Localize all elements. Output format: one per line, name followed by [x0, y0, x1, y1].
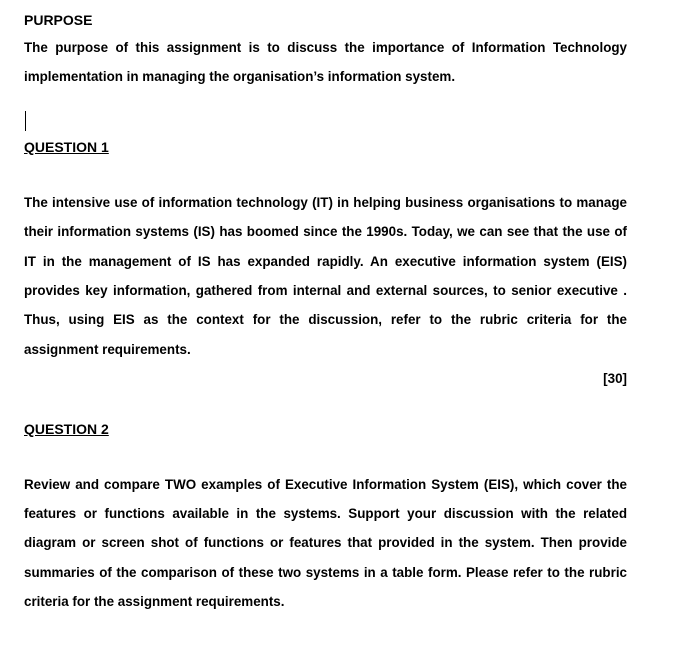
question-2-text: Review and compare TWO examples of Executive Information System (EIS), which cover the features or functions available in the systems. Support your discussion with the related diagram or screen shot of functions or features that provided in the system. Then provide summaries of the comparison of these two systems in a table form. Please refer to the rubric criteria for the assignment requirements.: [24, 476, 627, 610]
question-1-heading: QUESTION 1: [24, 138, 109, 155]
question-2-heading: QUESTION 2: [24, 420, 109, 437]
text-cursor[interactable]: [25, 111, 26, 131]
document-page: [24, 8, 627, 617]
purpose-heading: PURPOSE: [24, 12, 93, 28]
question-1-marks: [30]: [603, 371, 627, 387]
purpose-text: The purpose of this assignment is to discuss the importance of Information Technology implementation in managing the organisation’s information system.: [24, 40, 627, 85]
question-1-text: The intensive use of information technology (IT) in helping business organisations to manage their information systems (IS) has boomed since the 1990s. Today, we can see that the use of IT in the management of IS has expanded rapidly. An executive information system (EIS) provides key information, gathered from internal and external sources, to senior executive . Thus, using EIS as the context for the discussion, refer to the rubric criteria for the assignment requirements.: [24, 194, 627, 357]
